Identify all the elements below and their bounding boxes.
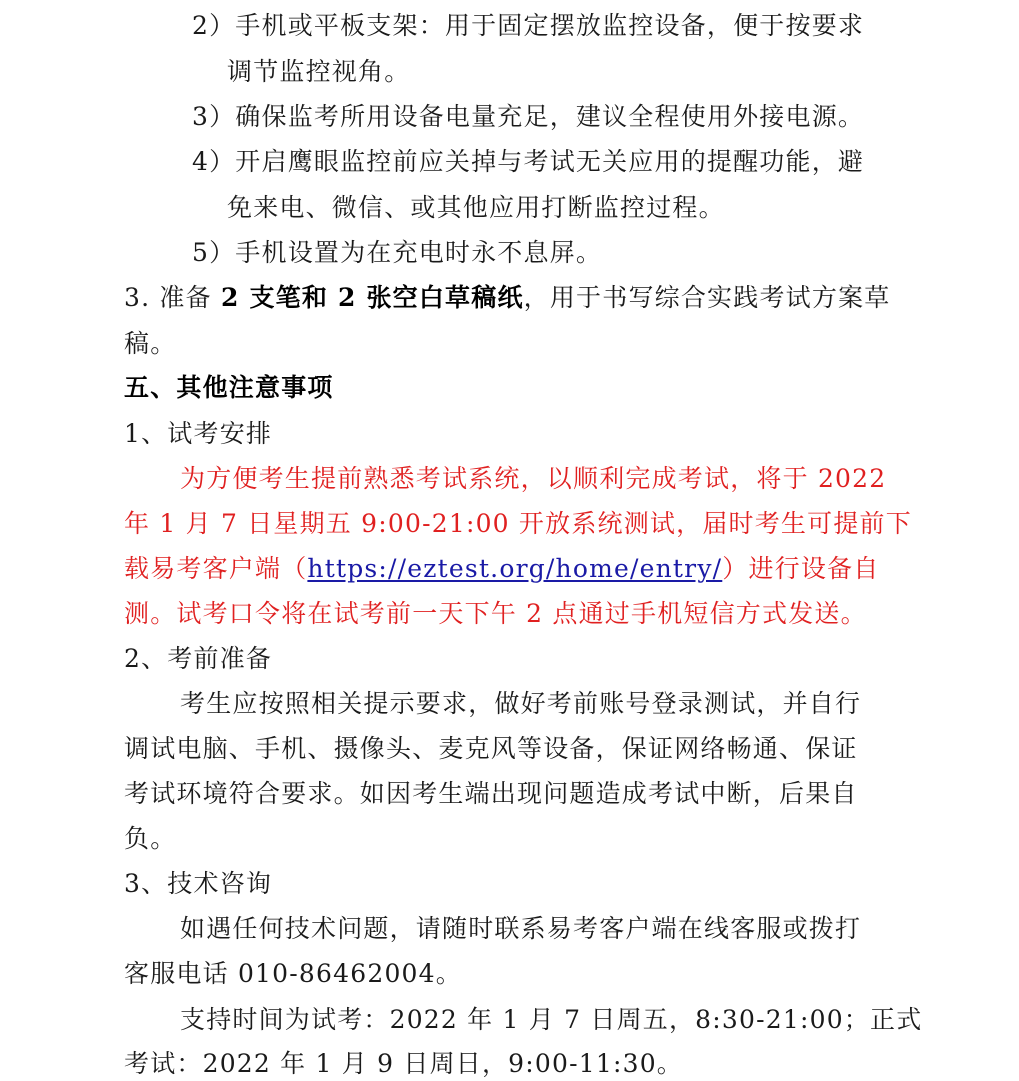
prep-paragraph-line-3: 考试环境符合要求。如因考生端出现问题造成考试中断，后果自 [124, 779, 858, 808]
support-hours-line-1: 支持时间为试考：2022 年 1 月 7 日周五，8:30-21:00；正式 [180, 1005, 923, 1034]
trial-paragraph-line-3 [124, 552, 1019, 586]
item-3-battery: 3）确保监考所用设备电量充足，建议全程使用外接电源。 [192, 102, 865, 131]
support-paragraph-line-1: 如遇任何技术问题，请随时联系易考客户端在线客服或拨打 [180, 914, 862, 943]
subsection-1-title: 1、试考安排 [124, 419, 273, 448]
trial-paragraph-line-1: 为方便考生提前熟悉考试系统，以顺利完成考试，将于 2022 [180, 464, 887, 493]
subsection-2-title: 2、考前准备 [124, 644, 273, 673]
trial-paragraph-line-4: 测。试考口令将在试考前一天下午 2 点通过手机短信方式发送。 [124, 599, 867, 628]
item-3-pens-line [124, 281, 1019, 315]
prep-paragraph-line-4: 负。 [124, 824, 177, 853]
item-2-phone-stand: 2）手机或平板支架：用于固定摆放监控设备，便于按要求 [192, 11, 865, 40]
trial-prefix: 载易考客户端（ [124, 554, 308, 583]
pens-suffix: ，用于书写综合实践考试方案草 [523, 283, 891, 312]
subsection-3-title: 3、技术咨询 [124, 869, 273, 898]
item-5-screen: 5）手机设置为在充电时永不息屏。 [192, 238, 603, 267]
eztest-link[interactable]: https://eztest.org/home/entry/ [307, 554, 723, 583]
prep-paragraph-line-1: 考生应按照相关提示要求，做好考前账号登录测试，并自行 [180, 689, 862, 718]
support-phone-line: 客服电话 010-86462004。 [124, 959, 462, 988]
support-hours-line-2: 考试：2022 年 1 月 9 日周日，9:00-11:30。 [124, 1049, 684, 1078]
pens-bold: 2 支笔和 2 张空白草稿纸 [220, 283, 524, 312]
item-4-notifications-cont: 免来电、微信、或其他应用打断监控过程。 [227, 193, 725, 222]
prep-paragraph-line-2: 调试电脑、手机、摄像头、麦克风等设备，保证网络畅通、保证 [124, 734, 858, 763]
item-4-notifications: 4）开启鹰眼监控前应关掉与考试无关应用的提醒功能，避 [192, 147, 865, 176]
section-heading-5: 五、其他注意事项 [124, 373, 334, 402]
trial-paragraph-line-2: 年 1 月 7 日星期五 9:00-21:00 开放系统测试，届时考生可提前下 [124, 509, 912, 538]
trial-suffix: ）进行设备自 [722, 554, 880, 583]
pens-prefix: 3. 准备 [124, 283, 221, 312]
item-2-phone-stand-cont: 调节监控视角。 [227, 57, 411, 86]
item-3-pens-cont: 稿。 [124, 329, 177, 358]
